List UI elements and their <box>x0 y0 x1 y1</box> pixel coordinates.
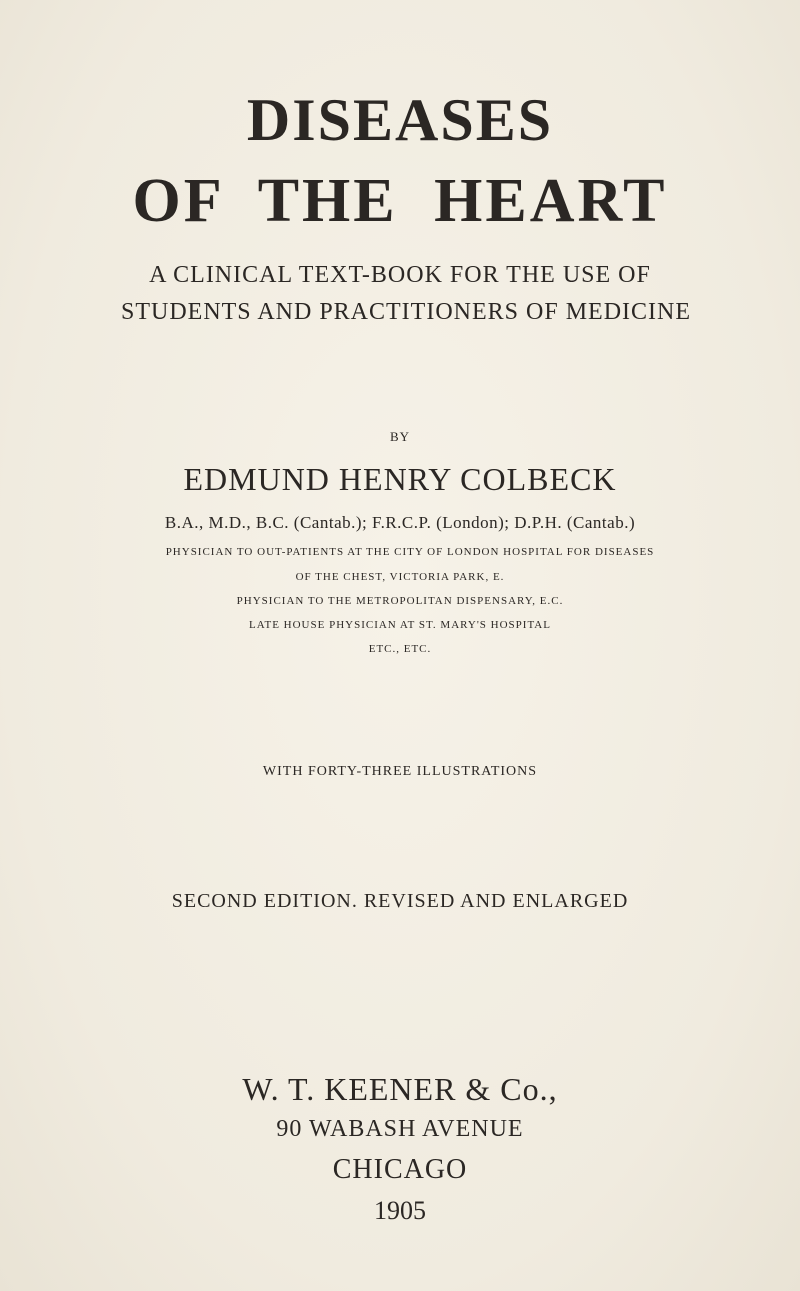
publication-year: 1905 <box>374 1196 426 1225</box>
title-line-2: OF THE HEART <box>132 167 668 235</box>
author-position-2: OF THE CHEST, VICTORIA PARK, E. <box>295 571 505 583</box>
illustrations-note: WITH FORTY-THREE ILLUSTRATIONS <box>262 764 538 779</box>
author-credentials: B.A., M.D., B.C. (Cantab.); F.R.C.P. (London); D.P.H. (Cantab.) <box>164 513 636 532</box>
publisher-name: W. T. KEENER & Co., <box>242 1071 558 1107</box>
publisher-city: CHICAGO <box>332 1154 468 1185</box>
subtitle-line-1: A CLINICAL TEXT-BOOK FOR THE USE OF <box>149 262 651 288</box>
author-position-5: ETC., ETC. <box>368 643 432 655</box>
publisher-address: 90 WABASH AVENUE <box>276 1116 524 1142</box>
title-line-1: DISEASES <box>246 87 554 153</box>
author-name: EDMUND HENRY COLBECK <box>183 461 617 497</box>
by-label: BY <box>389 429 411 444</box>
author-position-1: PHYSICIAN TO OUT-PATIENTS AT THE CITY OF LONDON HOSPITAL FOR DISEASES <box>165 546 655 558</box>
edition-note: SECOND EDITION. REVISED AND ENLARGED <box>171 890 629 912</box>
author-position-4: LATE HOUSE PHYSICIAN AT ST. MARY'S HOSPITAL <box>249 619 551 631</box>
author-position-3: PHYSICIAN TO THE METROPOLITAN DISPENSARY, E.C. <box>236 595 564 607</box>
subtitle-line-2: STUDENTS AND PRACTITIONERS OF MEDICINE <box>120 299 692 325</box>
